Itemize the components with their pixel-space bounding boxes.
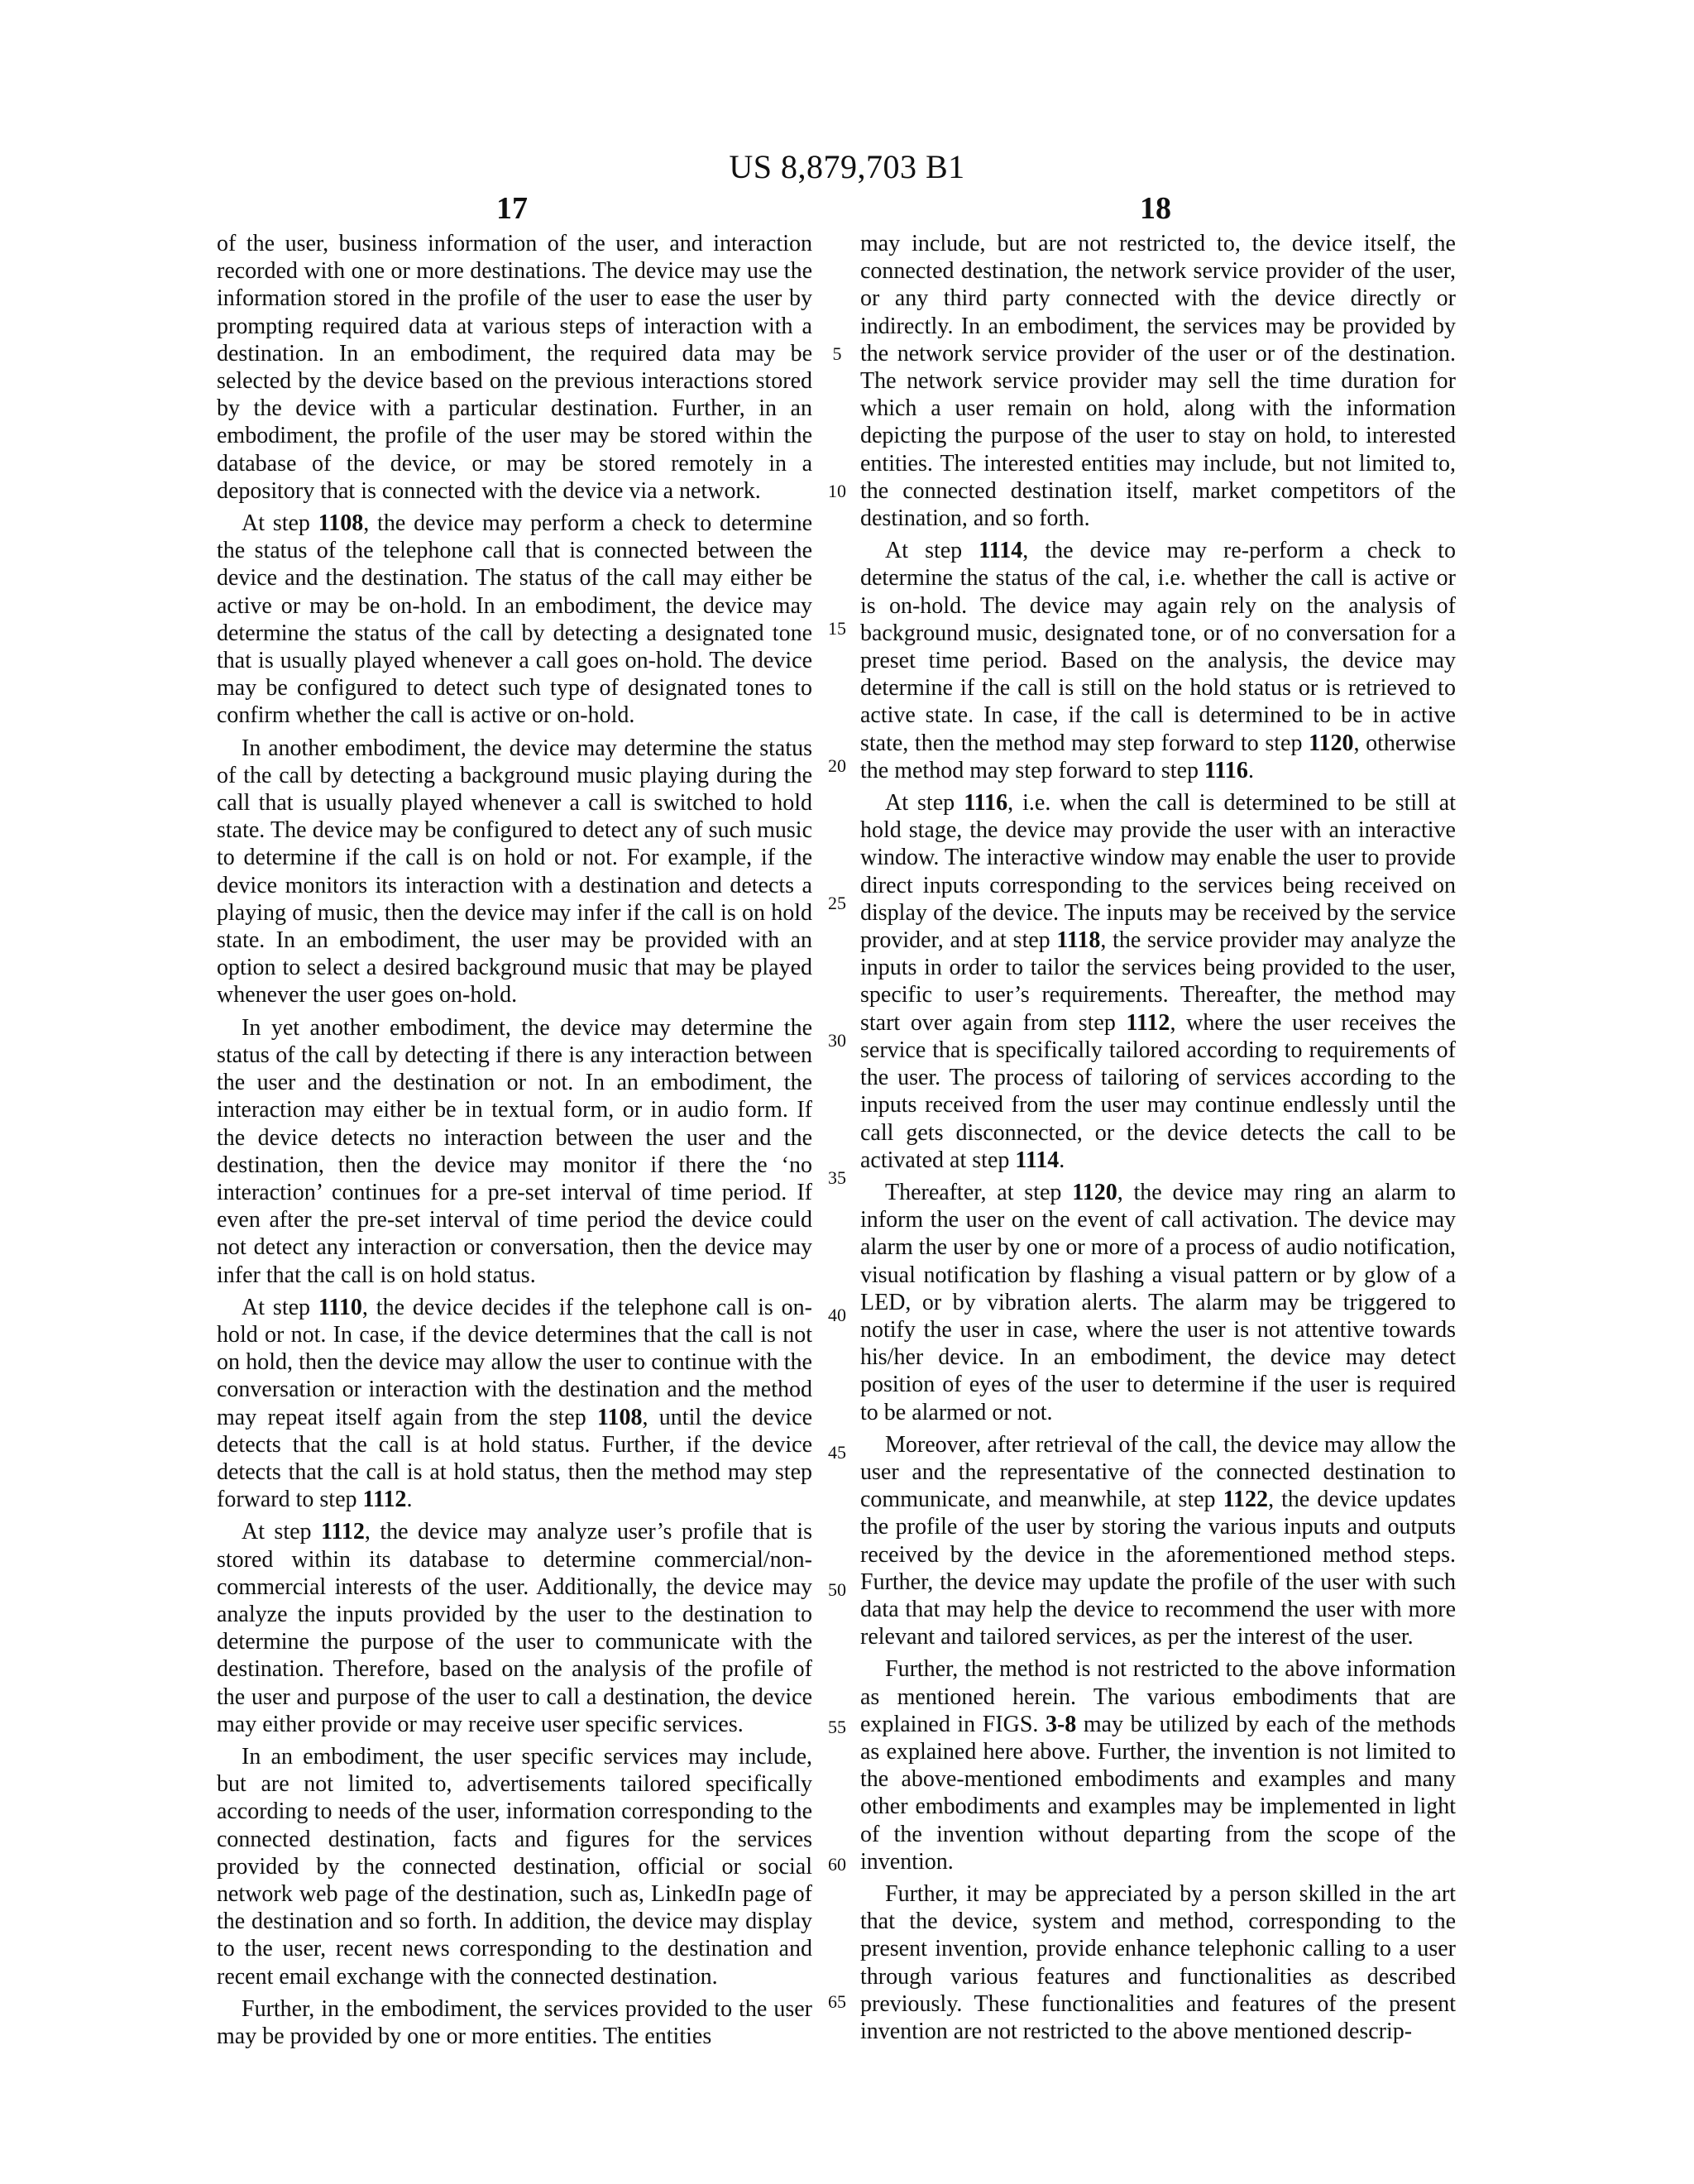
line-number: 40 [828, 1304, 846, 1325]
left-paragraph: At step 1112, the device may analyze user’s profile that is stored within its database to determine commercial/non-commercial interests of the user. Additionally, the device may analyze the inputs provided by the user to the destination to determine the purpose of the user to communicate with the destination. Therefore, based on the analysis of the profile of the user and purpose of the user to call a destination, the device may either provide or may receive user specific services. [217, 1519, 812, 1737]
line-number: 65 [828, 1990, 846, 2012]
line-number: 10 [828, 480, 846, 501]
right-paragraph: Further, it may be appreciated by a person skilled in the art that the device, system and method, corresponding to the present invention, provide enhance telephonic calling to a user through various features and functionalities as described previously. These functionalities and features of the present invention are not restricted to the above mentioned descrip- [860, 1880, 1456, 2044]
left-paragraph: At step 1110, the device decides if the telephone call is on-hold or not. In case, if the device determines that the call is not on hold, then the device may allow the user to continue with the conversation or interaction with the destination and the method may repeat itself again from the step 1108, until the device detects that the call is at hold status. Further, if the device detects that the call is at hold status, then the method may step forward to step 1112. [217, 1294, 812, 1513]
line-number: 30 [828, 1029, 846, 1051]
page-number-right: 18 [1140, 191, 1171, 226]
left-paragraph: of the user, business information of the user, and interaction recorded with one or more destinations. The device may use the information stored in the profile of the user to ease the user by prompting required data at various steps of interaction with a destination. In an embodiment, the required data may be selected by the device based on the previous interactions stored by the device with a particular destination. Further, in an embodiment, the profile of the user may be stored within the database of the device, or may be stored remotely in a depository that is connected with the device via a network. [217, 231, 812, 504]
line-number: 55 [828, 1716, 846, 1737]
left-paragraph: In another embodiment, the device may determine the status of the call by detecting a background music playing during the call that is usually played whenever a call is switched to hold state. The device may be configured to detect any of such music to determine if the call is on hold or not. For example, if the device monitors its interaction with a destination and detects a playing of music, then the device may infer if the call is on hold state. In an embodiment, the user may be provided with an option to select a desired background music that may be played whenever the user goes on-hold. [217, 735, 812, 1008]
line-number: 35 [828, 1166, 846, 1188]
right-column [860, 230, 1456, 2050]
right-paragraph: Thereafter, at step 1120, the device may ring an alarm to inform the user on the event of call activation. The device may alarm the user by one or more of a process of audio notification, visual notification by flashing a visual pattern or by glow of a LED, or by vibration alerts. The alarm may be triggered to notify the user in case, where the user is not attentive towards his/her device. In an embodiment, the device may detect position of eyes of the user to determine if the user is required to be alarmed or not. [860, 1179, 1456, 1425]
right-paragraph: may include, but are not restricted to, the device itself, the connected destination, the network service provider of the user, or any third party connected with the device directly or indirectly. In an embodiment, the services may be provided by the network service provider of the user or of the destination. The network service provider may sell the time duration for which a user remain on hold, along with the information depicting the purpose of the user to stay on hold, to interested entities. The interested entities may include, but not limited to, the connected destination itself, market competitors of the destination, and so forth. [860, 231, 1456, 532]
line-number: 45 [828, 1441, 846, 1463]
left-paragraph: In an embodiment, the user specific services may include, but are not limited to, advertisements tailored specifically according to needs of the user, information corresponding to the connected destination, facts and figures for the services provided by the connected destination, official or social network web page of the destination, such as, LinkedIn page of the destination and so forth. In addition, the device may display to the user, recent news corresponding to the destination and recent email exchange with the connected destination. [217, 1743, 812, 1990]
line-number: 50 [828, 1578, 846, 1600]
line-number: 25 [828, 892, 846, 913]
line-number: 20 [828, 754, 846, 776]
line-number: 15 [828, 617, 846, 639]
page-number-left: 17 [496, 191, 528, 226]
line-number: 5 [832, 342, 842, 364]
patent-number-header: US 8,879,703 B1 [729, 148, 965, 185]
right-paragraph: At step 1114, the device may re-perform a check to determine the status of the cal, i.e. whether the call is active or is on-hold. The device may again rely on the analysis of background music, designated tone, or of no conversation for a preset time period. Based on the analysis, the device may determine if the call is still on the hold status or is retrieved to active state. In case, if the call is determined to be in active state, then the method may step forward to step 1120, otherwise the method may step forward to step 1116. [860, 538, 1457, 783]
left-paragraph: Further, in the embodiment, the services provided to the user may be provided by one or more entities. The entities [217, 1995, 812, 2049]
line-number: 60 [828, 1853, 846, 1875]
right-paragraph: Moreover, after retrieval of the call, the device may allow the user and the representative of the connected destination to communicate, and meanwhile, at step 1122, the device updates the profile of the user by storing the various inputs and outputs received by the device in the aforementioned method steps. Further, the device may update the profile of the user with such data that may help the device to recommend the user with more relevant and tailored services, as per the interest of the user. [860, 1431, 1456, 1650]
left-paragraph: At step 1108, the device may perform a check to determine the status of the telephone call that is connected between the device and the destination. The status of the call may either be active or may be on-hold. In an embodiment, the device may determine the status of the call by detecting a designated tone that is usually played whenever a call goes on-hold. The device may be configured to detect such type of designated tones to confirm whether the call is active or on-hold. [217, 510, 813, 729]
left-column [217, 230, 812, 2055]
left-paragraph: In yet another embodiment, the device may determine the status of the call by detecting if there is any interaction between the user and the destination or not. In an embodiment, the interaction may either be in textual form, or in audio form. If the device detects no interaction between the user and the destination, then the device may monitor if there the ‘no interaction’ continues for a pre-set interval of time period. If even after the pre-set interval of time period the device could not detect any interaction or conversation, then the device may infer that the call is on hold status. [217, 1014, 812, 1288]
right-paragraph: At step 1116, i.e. when the call is determined to be still at hold stage, the device may provide the user with an interactive window. The interactive window may enable the user to provide direct inputs corresponding to the services being received on display of the device. The inputs may be received by the service provider, and at step 1118, the service provider may analyze the inputs in order to tailor the services being provided to the user, specific to user’s requirements. Thereafter, the method may start over again from step 1112, where the user receives the service that is specifically tailored according to requirements of the user. The process of tailoring of services according to the inputs received from the user may continue endlessly until the call gets disconnected, or the device detects the call to be activated at step 1114. [860, 790, 1456, 1173]
right-paragraph: Further, the method is not restricted to the above information as mentioned herein. The various embodiments that are explained in FIGS. 3-8 may be utilized by each of the methods as explained here above. Further, the invention is not limited to the above-mentioned embodiments and examples and many other embodiments and examples may be implemented in light of the invention without departing from the scope of the invention. [860, 1656, 1456, 1875]
